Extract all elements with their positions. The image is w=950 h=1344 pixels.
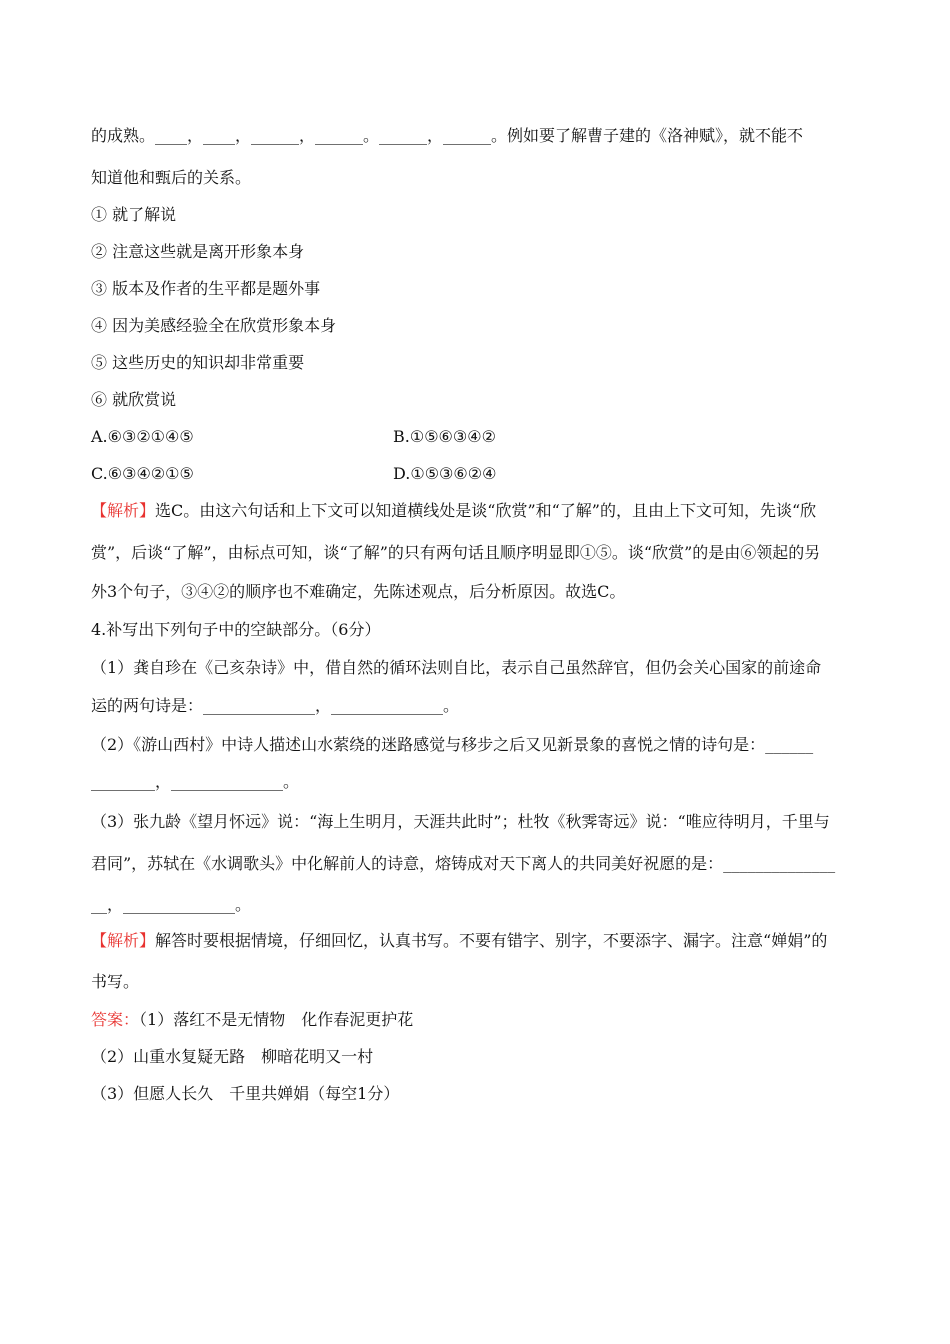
analysis-label: 【解析】 xyxy=(91,501,156,520)
answer-line-1 xyxy=(91,1010,413,1030)
answer-label: 答案： xyxy=(91,1010,140,1029)
q4-part2-line-2: ________，______________。 xyxy=(91,772,300,791)
q3-item-6: ⑥ 就欣赏说 xyxy=(91,390,177,409)
q3-option-c: C.⑥③④②①⑤ xyxy=(91,464,194,483)
q3-text-line-1: 的成熟。____，____，______，______。______，______。例如要了解曹子建的《洛神赋》，就不能不 xyxy=(91,126,804,145)
analysis-text: 选C。由这六句话和上下文可以知道横线处是谈“欣赏”和“了解”的，且由上下文可知，先谈“欣 xyxy=(155,501,817,520)
answer-line-2: （2）山重水复疑无路 柳暗花明又一村 xyxy=(91,1047,374,1066)
q3-item-5: ⑤ 这些历史的知识却非常重要 xyxy=(91,353,305,372)
q3-item-1: ① 就了解说 xyxy=(91,205,177,224)
answer-line-3: （3）但愿人长久 千里共婵娟（每空1分） xyxy=(91,1084,400,1103)
q4-part2-line-1: （2）《游山西村》中诗人描述山水萦绕的迷路感觉与移步之后又见新景象的喜悦之情的诗句是：______ xyxy=(91,735,814,754)
answer-text: （1）落红不是无情物 化作春泥更护花 xyxy=(139,1010,414,1029)
q4-part3-line-1: （3）张九龄《望月怀远》说：“海上生明月，天涯共此时”；杜牧《秋霁寄远》说：“唯应待明月，千里与 xyxy=(91,812,830,831)
q4-part1-line-1: （1）龚自珍在《己亥杂诗》中，借自然的循环法则自比，表示自己虽然辞官，但仍会关心国家的前途命 xyxy=(91,658,822,677)
analysis-text: 解答时要根据情境，仔细回忆，认真书写。不要有错字、别字，不要添字、漏字。注意“婵娟”的 xyxy=(155,931,828,950)
q3-option-a: A.⑥③②①④⑤ xyxy=(91,427,194,446)
q3-text-line-2: 知道他和甄后的关系。 xyxy=(91,168,252,187)
q4-analysis-line-1 xyxy=(91,931,827,951)
q4-title: 4.补写出下列句子中的空缺部分。（6分） xyxy=(91,620,381,639)
q3-analysis-line-3: 外3个句子，③④②的顺序也不难确定，先陈述观点，后分析原因。故选C。 xyxy=(91,582,626,601)
analysis-label: 【解析】 xyxy=(91,931,156,950)
q3-option-d: D.①⑤③⑥②④ xyxy=(393,464,497,483)
q3-item-2: ② 注意这些就是离开形象本身 xyxy=(91,242,305,261)
q4-part3-line-3: __，______________。 xyxy=(91,895,252,914)
q3-analysis-line-2: 赏”，后谈“了解”，由标点可知，谈“了解”的只有两句话且顺序明显即①⑤。谈“欣赏”的是由⑥领起的另 xyxy=(91,543,821,562)
q3-option-b: B.①⑤⑥③④② xyxy=(393,427,496,446)
q4-part3-line-2: 君同”，苏轼在《水调歌头》中化解前人的诗意，熔铸成对天下离人的共同美好祝愿的是：______________ xyxy=(91,854,836,873)
q3-item-3: ③ 版本及作者的生平都是题外事 xyxy=(91,279,321,298)
q3-item-4: ④ 因为美感经验全在欣赏形象本身 xyxy=(91,316,337,335)
q3-analysis-line-1 xyxy=(91,501,816,521)
q4-part1-line-2: 运的两句诗是：______________，______________。 xyxy=(91,696,460,715)
q4-analysis-line-2: 书写。 xyxy=(91,972,140,991)
